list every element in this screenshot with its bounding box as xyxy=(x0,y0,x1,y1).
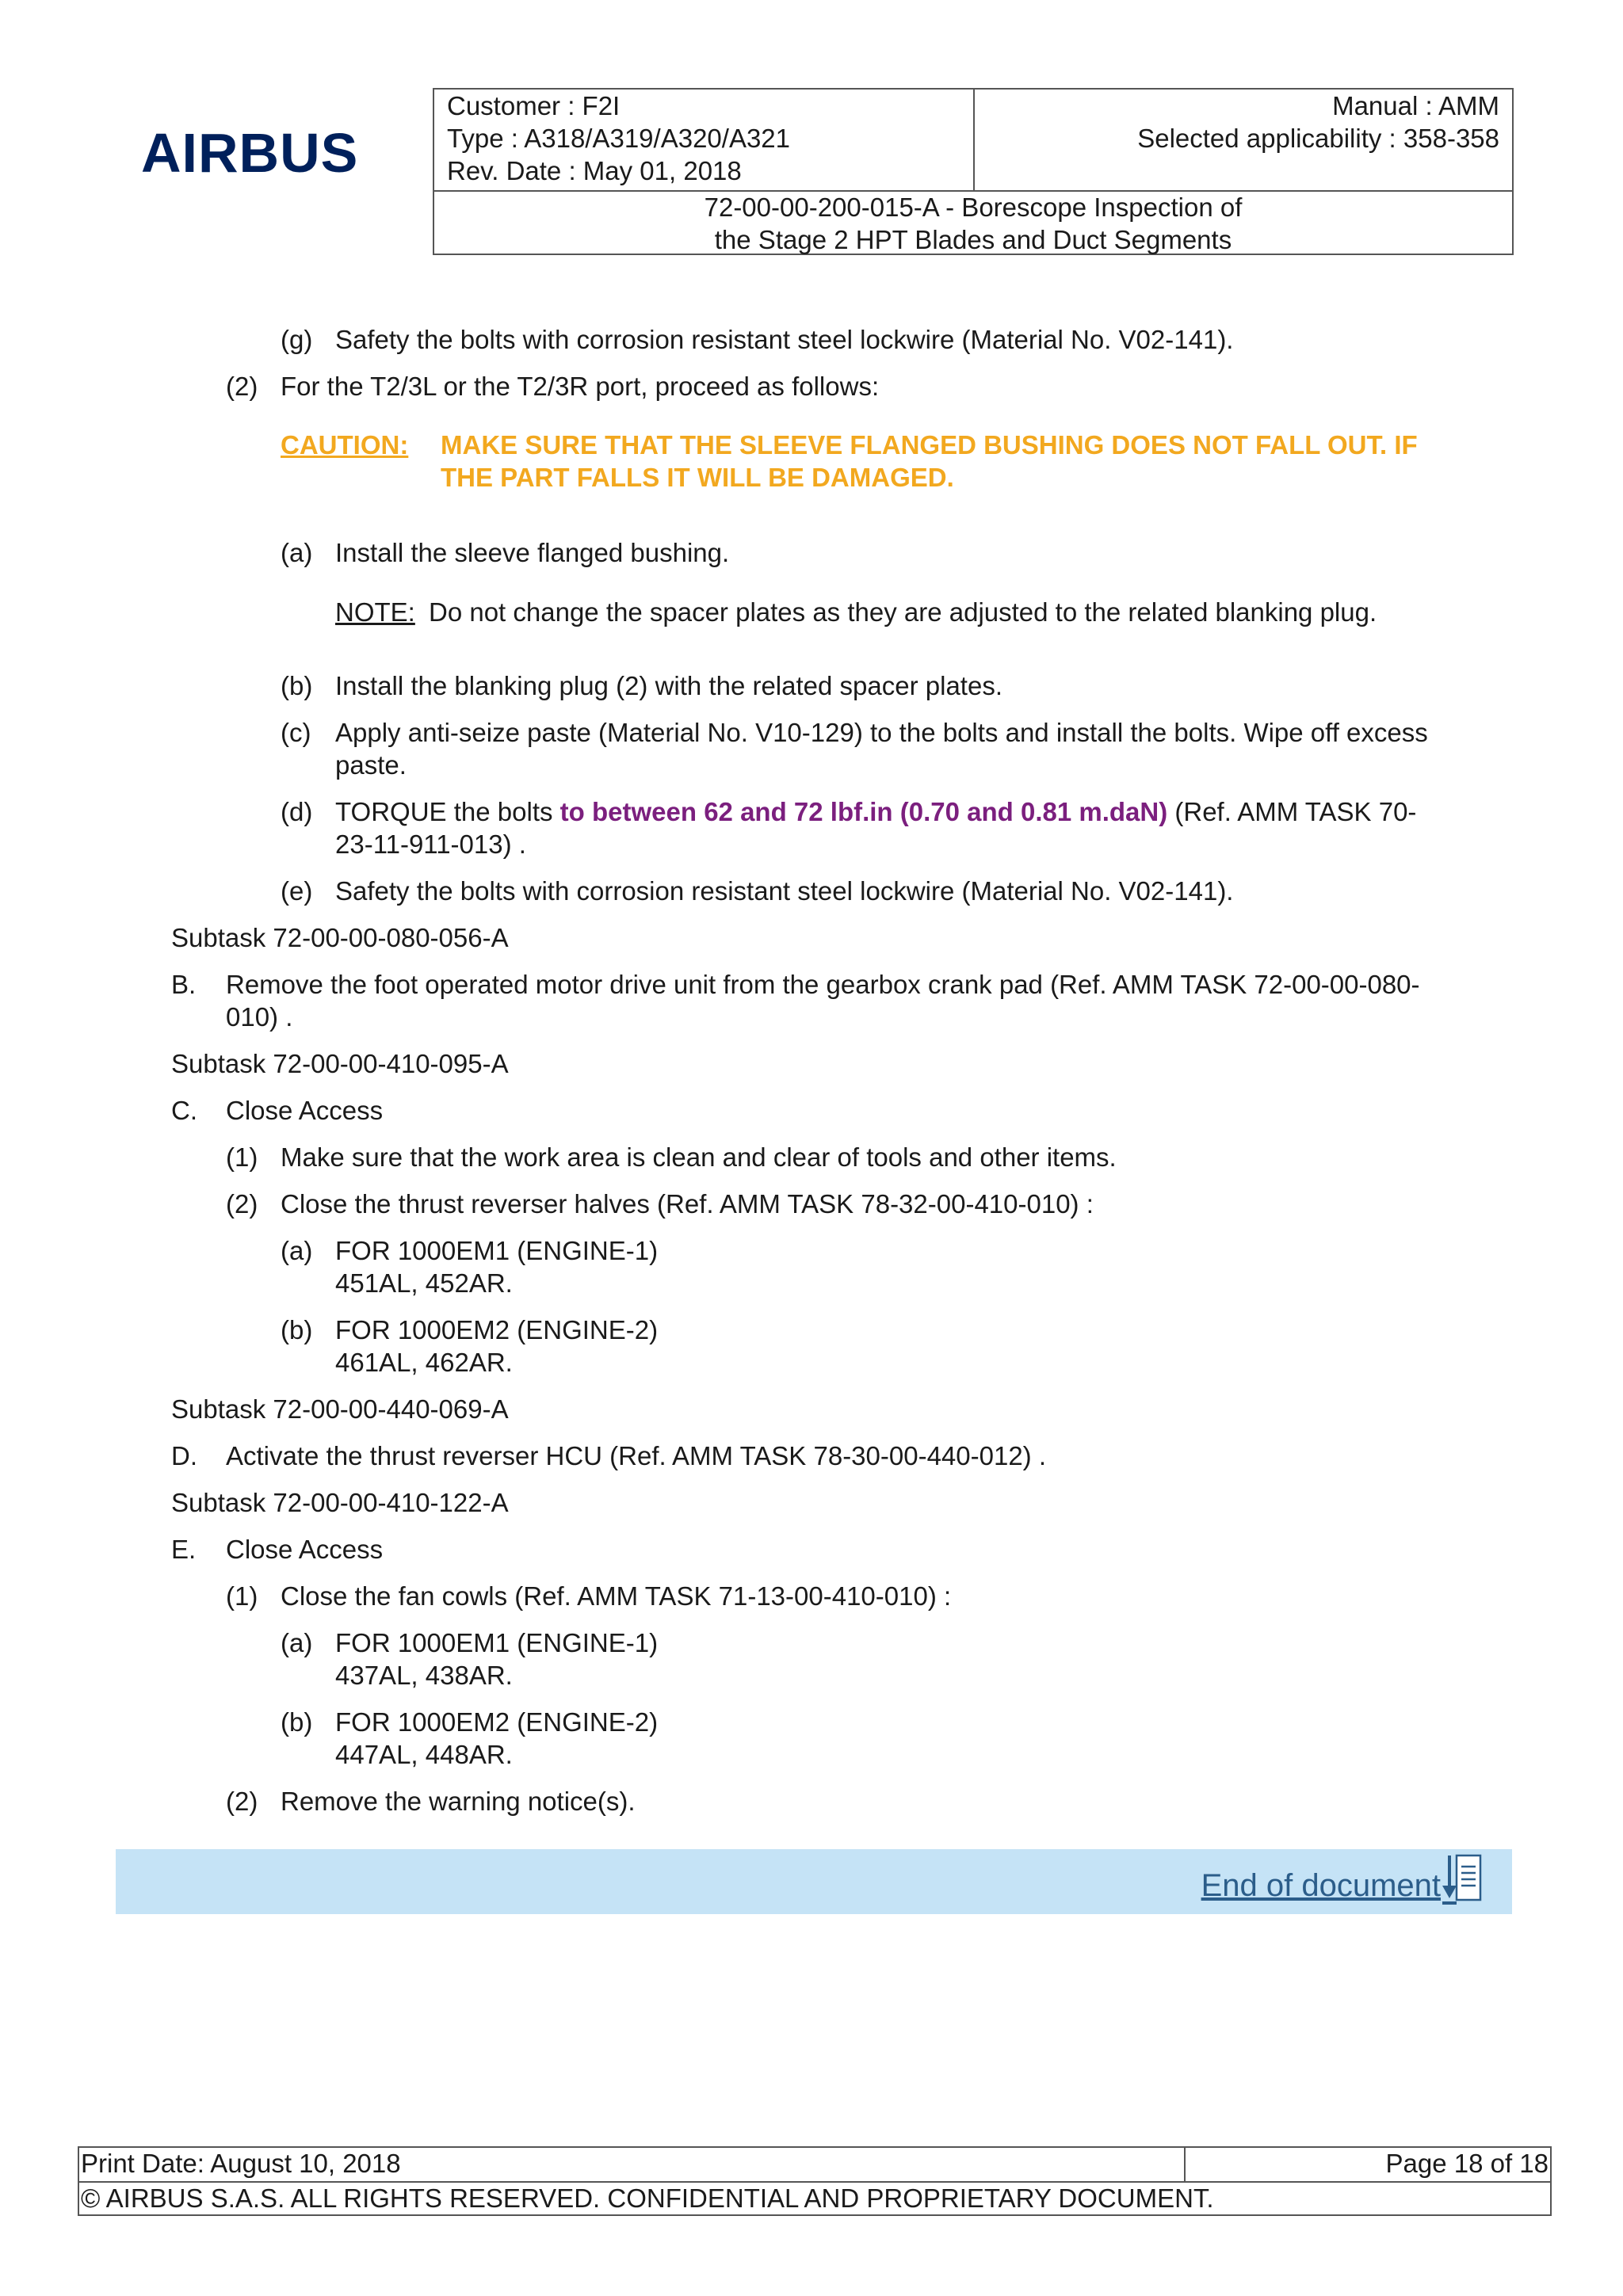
document-header xyxy=(433,88,1514,255)
torque-prefix: TORQUE the bolts xyxy=(335,797,560,826)
step-text: FOR 1000EM2 (ENGINE-2) xyxy=(335,1707,659,1737)
section-text: Close Access xyxy=(226,1096,384,1125)
header-manual: Manual : AMM xyxy=(1332,91,1499,120)
step-label: (a) xyxy=(281,1236,313,1265)
note-text: Do not change the spacer plates as they are adjusted to the related blanking plug. xyxy=(429,597,1377,627)
caution-text: MAKE SURE THAT THE SLEEVE FLANGED BUSHING DOES NOT FALL OUT. IF xyxy=(441,430,1418,460)
section-text: 010) . xyxy=(226,1002,293,1032)
header-task-title: 72-00-00-200-015-A - Borescope Inspection of xyxy=(704,193,1243,222)
section-text: Remove the foot operated motor drive unit from the gearbox crank pad (Ref. AMM TASK 72-00-00-080- xyxy=(226,970,1420,999)
step-label: (b) xyxy=(281,671,313,700)
step-text: Close the fan cowls (Ref. AMM TASK 71-13-00-410-010) : xyxy=(281,1581,952,1611)
step-text: For the T2/3L or the T2/3R port, proceed as follows: xyxy=(281,372,880,401)
header-applicability: Selected applicability : 358-358 xyxy=(1137,124,1499,153)
step-text: Install the sleeve flanged bushing. xyxy=(335,538,730,567)
step-text: FOR 1000EM2 (ENGINE-2) xyxy=(335,1315,659,1344)
step-label: (d) xyxy=(281,797,313,826)
footer-copyright: © AIRBUS S.A.S. ALL RIGHTS RESERVED. CONFIDENTIAL AND PROPRIETARY DOCUMENT. xyxy=(81,2183,1214,2213)
step-label: (1) xyxy=(226,1581,258,1611)
step-text: Safety the bolts with corrosion resistant steel lockwire (Material No. V02-141). xyxy=(335,325,1234,354)
airbus-logo: AIRBUS xyxy=(141,122,359,184)
step-text: Make sure that the work area is clean and clear of tools and other items. xyxy=(281,1142,1117,1172)
step-label: (1) xyxy=(226,1142,258,1172)
document-footer xyxy=(78,2146,1552,2216)
header-customer: Customer : F2I xyxy=(447,91,621,120)
header-task-title: the Stage 2 HPT Blades and Duct Segments xyxy=(714,225,1232,254)
caution-label: CAUTION: xyxy=(281,430,409,460)
step-label: (b) xyxy=(281,1315,313,1344)
torque-value: to between 62 and 72 lbf.in (0.70 and 0.81 m.daN) xyxy=(559,797,1168,826)
step-text: 461AL, 462AR. xyxy=(335,1348,513,1377)
section-text: Close Access xyxy=(226,1535,384,1564)
step-text xyxy=(335,795,1416,828)
subtask-heading: Subtask 72-00-00-080-056-A xyxy=(171,923,509,952)
section-text: Activate the thrust reverser HCU (Ref. AMM TASK 78-30-00-440-012) . xyxy=(226,1441,1047,1470)
section-label: D. xyxy=(171,1441,197,1470)
step-label: (2) xyxy=(226,1787,258,1816)
step-label: (b) xyxy=(281,1707,313,1737)
step-text: 447AL, 448AR. xyxy=(335,1740,513,1769)
section-label: B. xyxy=(171,970,197,999)
step-text: FOR 1000EM1 (ENGINE-1) xyxy=(335,1236,659,1265)
header-type: Type : A318/A319/A320/A321 xyxy=(447,124,791,153)
subtask-heading: Subtask 72-00-00-410-095-A xyxy=(171,1049,509,1078)
step-text: 23-11-911-013) . xyxy=(335,830,526,859)
subtask-heading: Subtask 72-00-00-410-122-A xyxy=(171,1488,509,1517)
footer-print-date: Print Date: August 10, 2018 xyxy=(81,2149,401,2178)
footer-page-number: Page 18 of 18 xyxy=(1385,2149,1549,2178)
step-label: (a) xyxy=(281,538,313,567)
note-label: NOTE: xyxy=(335,597,415,627)
step-text: Apply anti-seize paste (Material No. V10-129) to the bolts and install the bolts. Wipe off excess xyxy=(335,718,1428,747)
step-text: 451AL, 452AR. xyxy=(335,1268,513,1298)
caution-text: THE PART FALLS IT WILL BE DAMAGED. xyxy=(441,463,954,492)
end-of-document-bar xyxy=(116,1849,1512,1914)
step-text: FOR 1000EM1 (ENGINE-1) xyxy=(335,1628,659,1657)
step-label: (g) xyxy=(281,325,313,354)
step-label: (c) xyxy=(281,718,311,747)
step-text: paste. xyxy=(335,750,407,780)
end-of-document-link[interactable]: End of document xyxy=(1201,1868,1441,1903)
step-text: 437AL, 438AR. xyxy=(335,1661,513,1690)
torque-reference: (Ref. AMM TASK 70- xyxy=(1167,797,1417,826)
footer-divider xyxy=(1184,2148,1186,2181)
section-label: C. xyxy=(171,1096,197,1125)
header-rev-date: Rev. Date : May 01, 2018 xyxy=(447,156,742,185)
step-text: Remove the warning notice(s). xyxy=(281,1787,636,1816)
header-divider xyxy=(973,90,975,190)
step-label: (e) xyxy=(281,876,313,906)
step-label: (a) xyxy=(281,1628,313,1657)
section-label: E. xyxy=(171,1535,197,1564)
subtask-heading: Subtask 72-00-00-440-069-A xyxy=(171,1394,509,1424)
step-label: (2) xyxy=(226,1189,258,1219)
step-text: Install the blanking plug (2) with the related spacer plates. xyxy=(335,671,1002,700)
step-text: Safety the bolts with corrosion resistant steel lockwire (Material No. V02-141). xyxy=(335,876,1234,906)
step-text: Close the thrust reverser halves (Ref. AMM TASK 78-32-00-410-010) : xyxy=(281,1189,1094,1219)
step-label: (2) xyxy=(226,372,258,401)
download-document-icon[interactable] xyxy=(1441,1854,1484,1906)
